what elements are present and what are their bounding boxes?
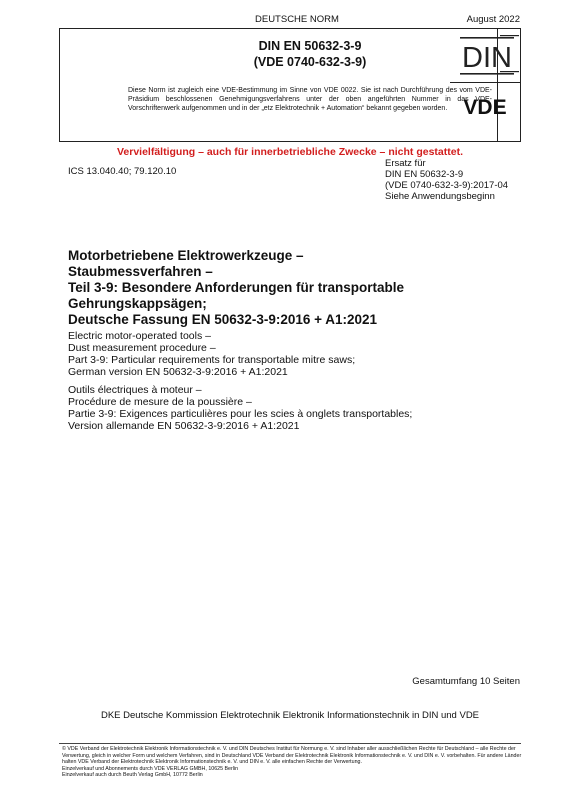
norm-type: DEUTSCHE NORM (255, 14, 339, 25)
title-french (68, 384, 412, 432)
footer-rule (59, 743, 521, 744)
vde-logo (452, 94, 518, 118)
title-de-line: Motorbetriebene Elektrowerkzeuge – (68, 248, 304, 263)
din-logo-text: DIN (462, 42, 512, 74)
ersatz-line-2: DIN EN 50632-3-9 (385, 169, 464, 180)
title-de-line: Deutsche Fassung EN 50632-3-9:2016 + A1:2021 (68, 312, 378, 327)
ics-codes: ICS 13.040.40; 79.120.10 (68, 166, 177, 177)
copyright-notice (62, 746, 522, 779)
title-english (68, 330, 355, 378)
title-fr-line: Procédure de mesure de la poussière – (68, 396, 252, 408)
title-en-line: Dust measurement procedure – (68, 342, 216, 354)
vde-logo-text: VDE (463, 96, 507, 118)
ersatz-line-3: (VDE 0740-632-3-9):2017-04 (385, 180, 509, 191)
total-pages: Gesamtumfang 10 Seiten (412, 676, 520, 687)
title-en-line: Part 3-9: Particular requirements for transportable mitre saws; (68, 354, 356, 366)
vde-number: (VDE 0740-632-3-9) (253, 55, 367, 69)
publication-date: August 2022 (466, 14, 520, 25)
ersatz-line-4: Siehe Anwendungsbeginn (385, 191, 495, 202)
title-en-line: German version EN 50632-3-9:2016 + A1:2021 (68, 366, 288, 378)
reproduction-warning: Vervielfältigung – auch für innerbetriebliche Zwecke – nicht gestattet. (116, 146, 463, 158)
replacement-notice (385, 158, 508, 202)
title-german (68, 248, 518, 328)
standard-number (124, 38, 496, 70)
title-fr-line: Outils électriques à moteur – (68, 384, 202, 396)
sales-vde: Einzelverkauf und Abonnements durch VDE VERLAG GMBH, 10625 Berlin (62, 765, 239, 772)
title-box (59, 28, 521, 142)
title-fr-line: Version allemande EN 50632-3-9:2016 + A1:2021 (68, 420, 300, 432)
ersatz-line-1: Ersatz für (385, 158, 426, 169)
din-logo-mark (458, 34, 516, 78)
title-de-line: Gehrungskappsägen; (68, 296, 207, 311)
din-number: DIN EN 50632-3-9 (258, 39, 362, 53)
title-fr-line: Partie 3-9: Exigences particulières pour les scies à onglets transportables; (68, 408, 413, 420)
title-de-line: Teil 3-9: Besondere Anforderungen für transportable (68, 280, 405, 295)
vde-statement: Diese Norm ist zugleich eine VDE-Bestimmung im Sinne von VDE 0022. Sie ist nach Durchführung des vom VDE-Präsidium beschlossenen Genehmigungsverfahrens unter der oben angeführten Nummer in das VDE-Vorschriftenwerk aufgenommen und in der „etz Elektrotechnik + Automation“ bekannt gegeben worden. (128, 87, 492, 112)
din-logo-separator (450, 82, 520, 83)
title-en-line: Electric motor-operated tools – (68, 330, 211, 342)
title-de-line: Staubmessverfahren – (68, 264, 213, 279)
dke-footer: DKE Deutsche Kommission Elektrotechnik Elektronik Informationstechnik in DIN und VDE (100, 710, 480, 721)
sales-beuth: Einzelverkauf auch durch Beuth Verlag GmbH, 10772 Berlin (62, 772, 203, 778)
copyright-text: © VDE Verband der Elektrotechnik Elektronik Informationstechnik e. V. und DIN Deutsches Institut für Normung e. V. sind Inhaber aller ausschließlichen Rechte für Deutschland – alle Rechte der Verwertung, gleich in welcher Form und welchem Verfahren, sind in Deutschland VDE Verband der Elektrotechnik Elektronik Informationstechnik e. V. und DIN e. V. vorbehalten. Für andere Länder halten VDE Verband der Elektrotechnik Elektronik Informationstechnik e. V. und DIN e. V. alle einfachen Rechte der Verwertung. (62, 746, 522, 765)
